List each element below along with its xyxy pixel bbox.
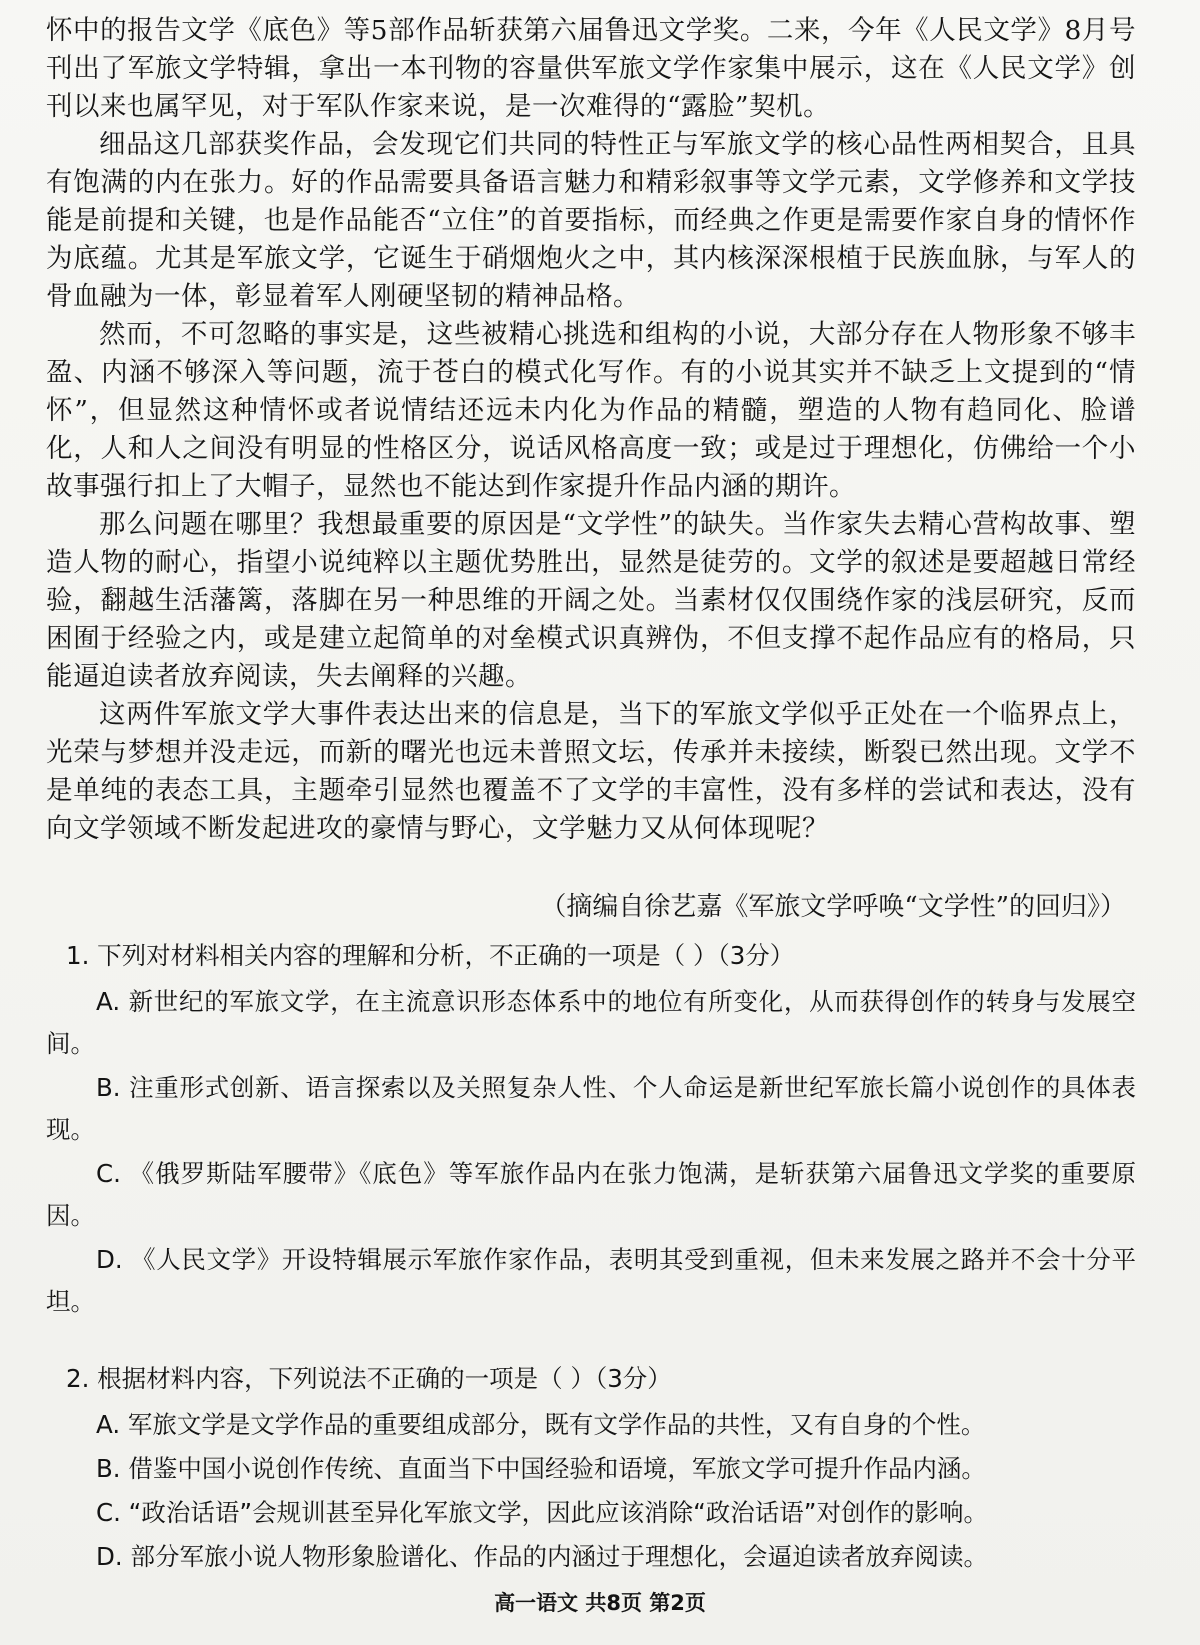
question-1-option-a: A. 新世纪的军旅文学，在主流意识形态体系中的地位有所变化，从而获得创作的转身与发展空间。 [46, 987, 1136, 1058]
passage-paragraph-5: 这两件军旅文学大事件表达出来的信息是，当下的军旅文学似乎正处在一个临界点上，光荣与梦想并没走远，而新的曙光也远未普照文坛，传承并未接续，断裂已然出现。文学不是单纯的表态工具，主题牵引显然也覆盖不了文学的丰富性，没有多样的尝试和表达，没有向文学领域不断发起进攻的豪情与野心，文学魅力又从何体现呢？ [46, 699, 1136, 844]
question-1-stem: 1. 下列对材料相关内容的理解和分析，不正确的一项是（ ）（3分） [66, 941, 795, 970]
passage-paragraph-4: 那么问题在哪里？我想最重要的原因是“文学性”的缺失。当作家失去精心营构故事、塑造人物的耐心，指望小说纯粹以主题优势胜出，显然是徒劳的。文学的叙述是要超越日常经验，翻越生活藩篱，落脚在另一种思维的开阔之处。当素材仅仅围绕作家的浅层研究，反而困囿于经验之内，或是建立起简单的对垒模式识真辨伪，不但支撑不起作品应有的格局，只能逼迫读者放弃阅读，失去阐释的兴趣。 [46, 509, 1136, 692]
question-2-option-d: D. 部分军旅小说人物形象脸谱化、作品的内涵过于理想化，会逼迫读者放弃阅读。 [96, 1542, 988, 1571]
question-2-option-a: A. 军旅文学是文学作品的重要组成部分，既有文学作品的共性，又有自身的个性。 [96, 1410, 986, 1439]
passage-paragraph-3: 然而，不可忽略的事实是，这些被精心挑选和组构的小说，大部分存在人物形象不够丰盈、内涵不够深入等问题，流于苍白的模式化写作。有的小说其实并不缺乏上文提到的“情怀”，但显然这种情怀或者说情结还远未内化为作品的精髓，塑造的人物有趋同化、脸谱化，人和人之间没有明显的性格区分，说话风格高度一致；或是过于理想化，仿佛给一个小故事强行扣上了大帽子，显然也不能达到作家提升作品内涵的期许。 [46, 319, 1136, 502]
question-2-stem: 2. 根据材料内容，下列说法不正确的一项是（ ）（3分） [66, 1364, 672, 1393]
question-1-option-b: B. 注重形式创新、语言探索以及关照复杂人性、个人命运是新世纪军旅长篇小说创作的具体表现。 [46, 1073, 1136, 1144]
question-2-option-c: C. “政治话语”会规训甚至异化军旅文学，因此应该消除“政治话语”对创作的影响。 [96, 1498, 988, 1527]
page-footer: 高一语文 共8页 第2页 [494, 1591, 706, 1615]
question-1 [46, 935, 1136, 1325]
question-2-option-b: B. 借鉴中国小说创作传统、直面当下中国经验和语境，军旅文学可提升作品内涵。 [96, 1454, 986, 1483]
question-1-option-d: D. 《人民文学》开设特辑展示军旅作家作品，表明其受到重视，但未来发展之路并不会十分平坦。 [46, 1245, 1136, 1316]
passage-paragraph-2: 细品这几部获奖作品，会发现它们共同的特性正与军旅文学的核心品性两相契合，且具有饱满的内在张力。好的作品需要具备语言魅力和精彩叙事等文学元素，文学修养和文学技能是前提和关键，也是作品能否“立住”的首要指标，而经典之作更是需要作家自身的情怀作为底蕴。尤其是军旅文学，它诞生于硝烟炮火之中，其内核深深根植于民族血脉，与军人的骨血融为一体，彰显着军人刚硬坚韧的精神品格。 [46, 129, 1136, 312]
question-2 [46, 1358, 1136, 1580]
reading-passage [46, 12, 1136, 848]
passage-source: （摘编自徐艺嘉《军旅文学呼唤“文学性”的回归》） [540, 892, 1126, 922]
question-1-option-c: C. 《俄罗斯陆军腰带》《底色》等军旅作品内在张力饱满，是斩获第六届鲁迅文学奖的重要原因。 [46, 1159, 1136, 1230]
passage-paragraph-1: 怀中的报告文学《底色》等5部作品斩获第六届鲁迅文学奖。二来，今年《人民文学》8月号刊出了军旅文学特辑，拿出一本刊物的容量供军旅文学作家集中展示，这在《人民文学》创刊以来也属罕见，对于军队作家来说，是一次难得的“露脸”契机。 [46, 15, 1136, 122]
